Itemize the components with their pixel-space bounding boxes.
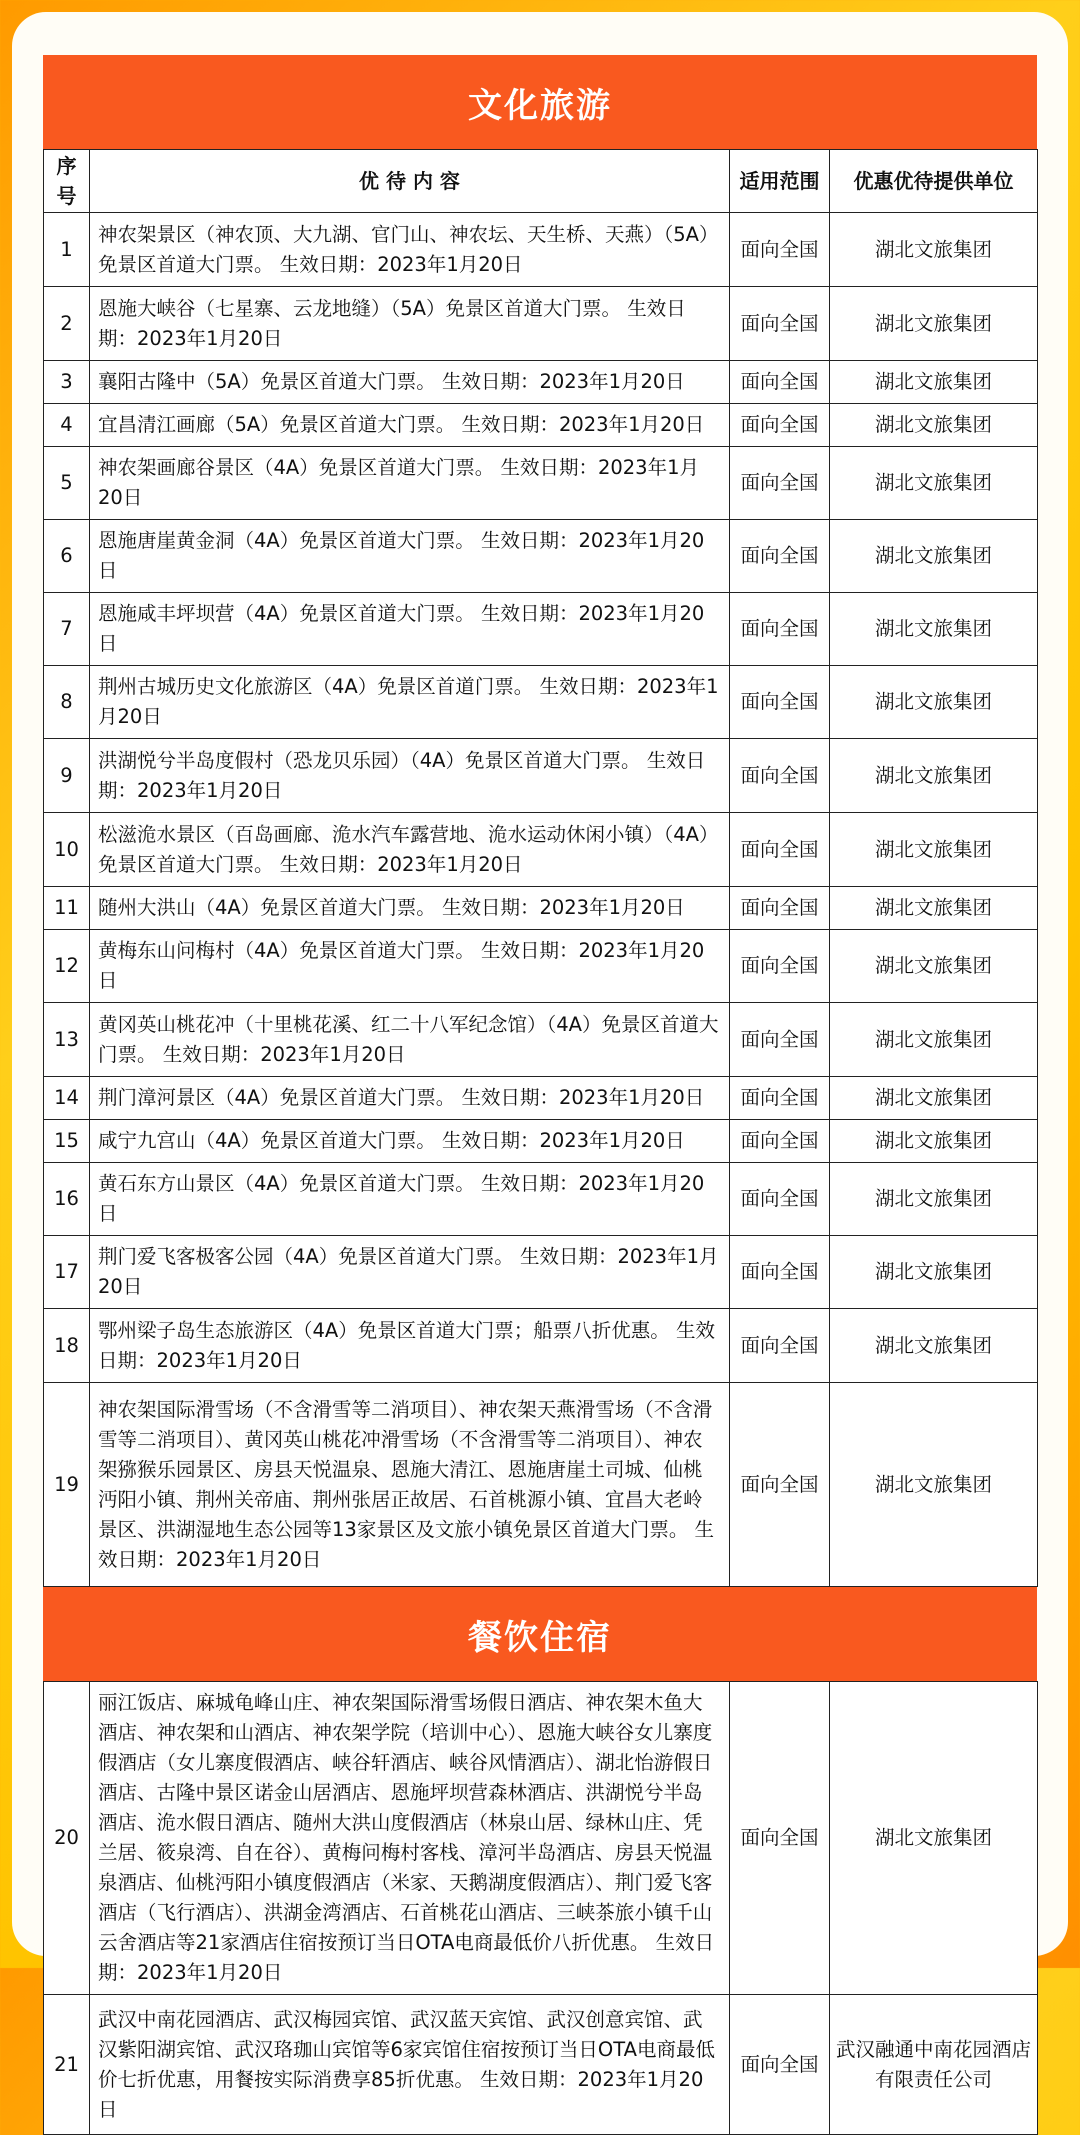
row-content: 恩施大峡谷（七星寨、云龙地缝）（5A）免景区首道大门票。 生效日期：2023年1月20日: [90, 287, 730, 361]
row-number: 15: [44, 1120, 90, 1163]
table-row: [44, 1995, 1038, 2135]
row-number: 1: [44, 213, 90, 287]
row-number: 17: [44, 1236, 90, 1309]
row-scope: 面向全国: [730, 1995, 830, 2135]
table-row: [44, 813, 1038, 887]
row-scope: 面向全国: [730, 1383, 830, 1587]
row-number: 3: [44, 361, 90, 404]
dining-lodging-table: [43, 1681, 1038, 2135]
row-provider: 湖北文旅集团: [830, 1163, 1038, 1236]
row-provider: 湖北文旅集团: [830, 1236, 1038, 1309]
row-scope: 面向全国: [730, 1003, 830, 1077]
row-scope: 面向全国: [730, 930, 830, 1003]
row-number: 10: [44, 813, 90, 887]
row-provider: 湖北文旅集团: [830, 1120, 1038, 1163]
row-scope: 面向全国: [730, 1236, 830, 1309]
header-scope: 适用范围: [730, 150, 830, 213]
row-content: 神农架画廊谷景区（4A）免景区首道大门票。 生效日期：2023年1月20日: [90, 447, 730, 520]
row-content: 恩施咸丰坪坝营（4A）免景区首道大门票。 生效日期：2023年1月20日: [90, 593, 730, 666]
row-content: 神农架景区（神农顶、大九湖、官门山、神农坛、天生桥、天燕）（5A）免景区首道大门票。 生效日期：2023年1月20日: [90, 213, 730, 287]
table-row: [44, 666, 1038, 739]
row-content: 黄冈英山桃花冲（十里桃花溪、红二十八军纪念馆）（4A）免景区首道大门票。 生效日期：2023年1月20日: [90, 1003, 730, 1077]
row-number: 13: [44, 1003, 90, 1077]
row-number: 21: [44, 1995, 90, 2135]
table-row: [44, 447, 1038, 520]
row-scope: 面向全国: [730, 887, 830, 930]
row-provider: 湖北文旅集团: [830, 1682, 1038, 1995]
row-provider: 湖北文旅集团: [830, 361, 1038, 404]
row-provider: 湖北文旅集团: [830, 447, 1038, 520]
table-row: [44, 593, 1038, 666]
row-content: 荆门爱飞客极客公园（4A）免景区首道大门票。 生效日期：2023年1月20日: [90, 1236, 730, 1309]
table-row: [44, 930, 1038, 1003]
row-scope: 面向全国: [730, 1309, 830, 1383]
row-provider: 湖北文旅集团: [830, 666, 1038, 739]
table-row: [44, 887, 1038, 930]
table-row: [44, 739, 1038, 813]
row-scope: 面向全国: [730, 361, 830, 404]
row-content: 襄阳古隆中（5A）免景区首道大门票。 生效日期：2023年1月20日: [90, 361, 730, 404]
row-scope: 面向全国: [730, 1120, 830, 1163]
row-scope: 面向全国: [730, 520, 830, 593]
row-provider: 湖北文旅集团: [830, 1077, 1038, 1120]
table-row: [44, 1077, 1038, 1120]
row-number: 7: [44, 593, 90, 666]
row-provider: 湖北文旅集团: [830, 593, 1038, 666]
row-provider: 湖北文旅集团: [830, 1003, 1038, 1077]
row-scope: 面向全国: [730, 813, 830, 887]
row-number: 16: [44, 1163, 90, 1236]
row-number: 18: [44, 1309, 90, 1383]
row-number: 9: [44, 739, 90, 813]
row-content: 洪湖悦兮半岛度假村（恐龙贝乐园）（4A）免景区首道大门票。 生效日期：2023年1月20日: [90, 739, 730, 813]
row-number: 20: [44, 1682, 90, 1995]
row-provider: 湖北文旅集团: [830, 813, 1038, 887]
row-provider: 湖北文旅集团: [830, 287, 1038, 361]
row-provider: 湖北文旅集团: [830, 739, 1038, 813]
row-scope: 面向全国: [730, 1077, 830, 1120]
row-number: 11: [44, 887, 90, 930]
row-provider: 湖北文旅集团: [830, 1309, 1038, 1383]
row-provider: 湖北文旅集团: [830, 520, 1038, 593]
row-scope: 面向全国: [730, 287, 830, 361]
row-number: 4: [44, 404, 90, 447]
table-row: [44, 520, 1038, 593]
row-scope: 面向全国: [730, 404, 830, 447]
row-content: 松滋洈水景区（百岛画廊、洈水汽车露营地、洈水运动休闲小镇）（4A）免景区首道大门票。 生效日期：2023年1月20日: [90, 813, 730, 887]
row-provider: 湖北文旅集团: [830, 1383, 1038, 1587]
poster-card: [12, 12, 1068, 2121]
row-content: 随州大洪山（4A）免景区首道大门票。 生效日期：2023年1月20日: [90, 887, 730, 930]
row-scope: 面向全国: [730, 213, 830, 287]
table-row: [44, 1383, 1038, 1587]
row-provider: 湖北文旅集团: [830, 930, 1038, 1003]
table-row: [44, 1682, 1038, 1995]
row-content: 宜昌清江画廊（5A）免景区首道大门票。 生效日期：2023年1月20日: [90, 404, 730, 447]
header-content: 优 待 内 容: [90, 150, 730, 213]
row-scope: 面向全国: [730, 666, 830, 739]
row-scope: 面向全国: [730, 447, 830, 520]
table-row: [44, 213, 1038, 287]
row-provider: 湖北文旅集团: [830, 404, 1038, 447]
section-title-dining-lodging: 餐饮住宿: [43, 1587, 1037, 1681]
table-row: [44, 1163, 1038, 1236]
row-number: 5: [44, 447, 90, 520]
row-number: 6: [44, 520, 90, 593]
table-row: [44, 287, 1038, 361]
row-content: 荆门漳河景区（4A）免景区首道大门票。 生效日期：2023年1月20日: [90, 1077, 730, 1120]
row-scope: 面向全国: [730, 593, 830, 666]
row-content: 咸宁九宫山（4A）免景区首道大门票。 生效日期：2023年1月20日: [90, 1120, 730, 1163]
row-content: 荆州古城历史文化旅游区（4A）免景区首道门票。 生效日期：2023年1月20日: [90, 666, 730, 739]
row-number: 14: [44, 1077, 90, 1120]
header-number: 序号: [44, 150, 90, 213]
row-content: 黄石东方山景区（4A）免景区首道大门票。 生效日期：2023年1月20日: [90, 1163, 730, 1236]
row-content: 鄂州梁子岛生态旅游区（4A）免景区首道大门票；船票八折优惠。 生效日期：2023年1月20日: [90, 1309, 730, 1383]
table-row: [44, 1120, 1038, 1163]
culture-tourism-table: [43, 149, 1038, 1587]
row-number: 19: [44, 1383, 90, 1587]
table-row: [44, 1309, 1038, 1383]
row-number: 2: [44, 287, 90, 361]
row-content: 恩施唐崖黄金洞（4A）免景区首道大门票。 生效日期：2023年1月20日: [90, 520, 730, 593]
row-content: 神农架国际滑雪场（不含滑雪等二消项目）、神农架天燕滑雪场（不含滑雪等二消项目）、黄冈英山桃花冲滑雪场（不含滑雪等二消项目）、神农架猕猴乐园景区、房县天悦温泉、恩施大清江、恩施唐崖土司城、仙桃沔阳小镇、荆州关帝庙、荆州张居正故居、石首桃源小镇、宜昌大老岭景区、洪湖湿地生态公园等13家景区及文旅小镇免景区首道大门票。 生效日期：2023年1月20日: [90, 1383, 730, 1587]
table-row: [44, 361, 1038, 404]
row-content: 黄梅东山问梅村（4A）免景区首道大门票。 生效日期：2023年1月20日: [90, 930, 730, 1003]
benefits-document: [43, 55, 1037, 2135]
row-number: 8: [44, 666, 90, 739]
section-title-culture-tourism: 文化旅游: [43, 55, 1037, 149]
table-row: [44, 1003, 1038, 1077]
row-provider: 武汉融通中南花园酒店有限责任公司: [830, 1995, 1038, 2135]
header-provider: 优惠优待提供单位: [830, 150, 1038, 213]
table-header-row: [44, 150, 1038, 213]
table-row: [44, 404, 1038, 447]
row-content: 武汉中南花园酒店、武汉梅园宾馆、武汉蓝天宾馆、武汉创意宾馆、武汉紫阳湖宾馆、武汉珞珈山宾馆等6家宾馆住宿按预订当日OTA电商最低价七折优惠，用餐按实际消费享85折优惠。 生效日期：2023年1月20日: [90, 1995, 730, 2135]
row-provider: 湖北文旅集团: [830, 213, 1038, 287]
row-number: 12: [44, 930, 90, 1003]
row-scope: 面向全国: [730, 1163, 830, 1236]
row-content: 丽江饭店、麻城龟峰山庄、神农架国际滑雪场假日酒店、神农架木鱼大酒店、神农架和山酒店、神农架学院（培训中心）、恩施大峡谷女儿寨度假酒店（女儿寨度假酒店、峡谷轩酒店、峡谷风情酒店）、湖北怡游假日酒店、古隆中景区诺金山居酒店、恩施坪坝营森林酒店、洪湖悦兮半岛酒店、洈水假日酒店、随州大洪山度假酒店（林泉山居、绿林山庄、凭兰居、筱泉湾、自在谷）、黄梅问梅村客栈、漳河半岛酒店、房县天悦温泉酒店、仙桃沔阳小镇度假酒店（米家、天鹅湖度假酒店）、荆门爱飞客酒店（飞行酒店）、洪湖金湾酒店、石首桃花山酒店、三峡茶旅小镇千山云舍酒店等21家酒店住宿按预订当日OTA电商最低价八折优惠。 生效日期：2023年1月20日: [90, 1682, 730, 1995]
row-scope: 面向全国: [730, 1682, 830, 1995]
table-row: [44, 1236, 1038, 1309]
row-scope: 面向全国: [730, 739, 830, 813]
row-provider: 湖北文旅集团: [830, 887, 1038, 930]
